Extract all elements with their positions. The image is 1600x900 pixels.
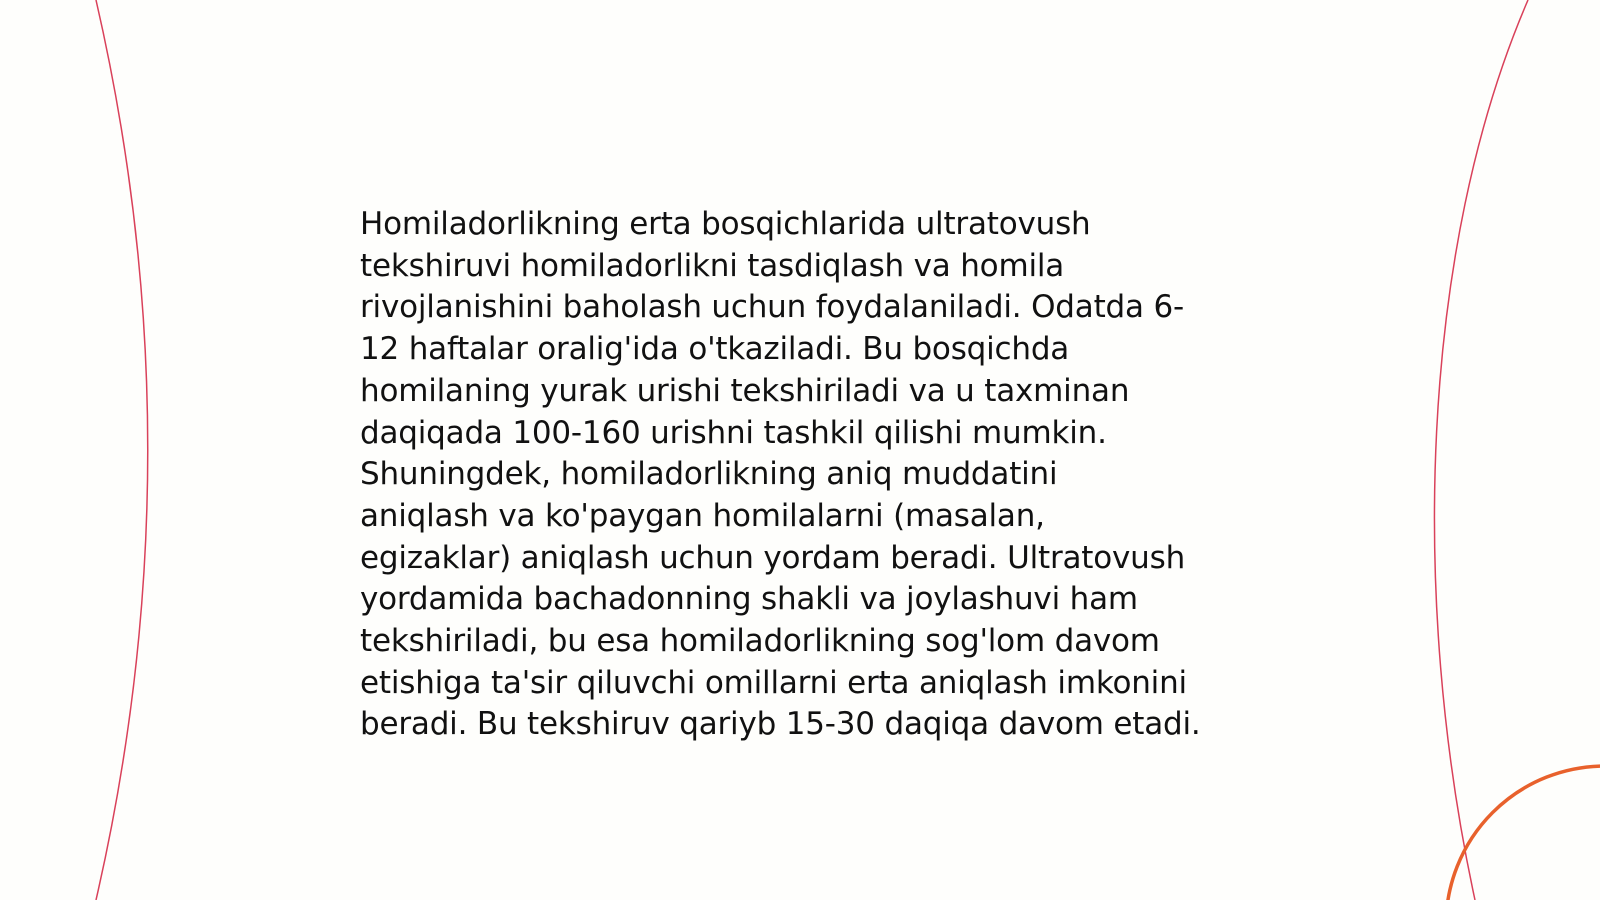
right-decorative-curve (1434, 0, 1528, 900)
body-paragraph: Homiladorlikning erta bosqichlarida ultratovush tekshiruvi homiladorlikni tasdiqlash va homila rivojlanishini baholash uchun foydalaniladi. Odatda 6- 12 haftalar oralig'ida o'tkaziladi. Bu bosqichda homilaning yurak urishi tekshiriladi va u taxminan daqiqada 100-160 urishni tashkil qilishi mumkin. Shuningdek, homiladorlikning aniq muddatini aniqlash va ko'paygan homilalarni (masalan, egizaklar) aniqlash uchun yordam beradi. Ultratovush yordamida bachadonning shakli va joylashuvi ham tekshiriladi, bu esa homiladorlikning sog'lom davom etishiga ta'sir qiluvchi omillarni erta aniqlash imkonini beradi. Bu tekshiruv qariyb 15-30 daqiqa davom etadi. (360, 206, 1201, 743)
corner-decorative-arc (1446, 766, 1600, 900)
left-decorative-curve (96, 0, 148, 900)
